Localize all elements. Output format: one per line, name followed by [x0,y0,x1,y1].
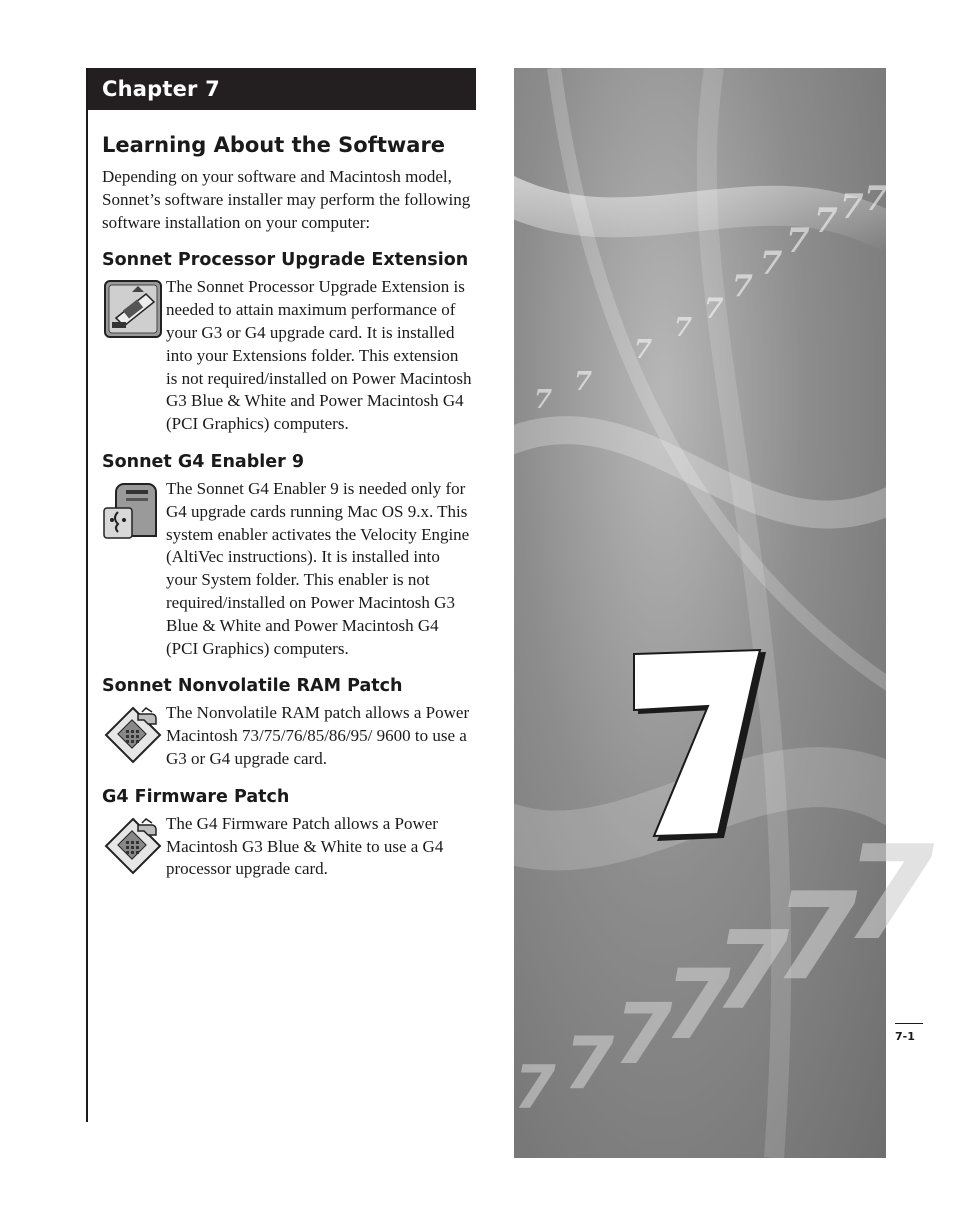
chapter-banner: Chapter 7 [88,68,476,110]
svg-text:7: 7 [564,1021,615,1105]
section-body: The Sonnet G4 Enabler 9 is needed only for G4 upgrade cards running Mac OS 9.x. This system enabler activates the Velocity Engine (AltiVec instructions). It is installed into your System folder. This enabler is not required/installed on Power Macintosh G3 Blue & White and Power Macintosh G4 (PCI Graphics) computers. [166,478,470,658]
patch-chip-icon [102,704,166,768]
section-heading-g4-enabler: Sonnet G4 Enabler 9 [102,451,305,472]
section-body: The Nonvolatile RAM patch allows a Power Macintosh 73/75/76/85/86/95/ 9600 to use a G3 or G4 upgrade card. [166,703,470,768]
svg-text:7: 7 [664,949,731,1061]
svg-text:7: 7 [714,909,790,1034]
svg-text:7: 7 [786,221,810,261]
svg-text:7: 7 [774,868,858,1007]
main-content [102,130,474,895]
svg-text:7: 7 [732,269,753,304]
page-title: Learning About the Software [102,133,446,157]
section-upgrade-extension [102,276,474,436]
section-firmware-patch [102,813,474,881]
patch-chip-icon [102,815,166,879]
svg-text:7: 7 [534,385,553,415]
section-heading-firmware-patch: G4 Firmware Patch [102,786,290,807]
svg-text:7: 7 [760,244,783,282]
section-heading-nvram-patch: Sonnet Nonvolatile RAM Patch [102,676,403,697]
svg-text:7: 7 [864,179,888,219]
svg-text:7: 7 [634,335,653,365]
section-body: The G4 Firmware Patch allows a Power Macintosh G3 Blue & White to use a G4 processor upgrade card. [166,813,444,879]
section-heading-upgrade-extension: Sonnet Processor Upgrade Extension [102,250,469,271]
section-body: The Sonnet Processor Upgrade Extension is needed to attain maximum performance of your G3 or G4 upgrade card. It is installed into your Extensions folder. This extension is not required/installed on Power Macintosh G3 Blue & White and Power Macintosh G4 (PCI Graphics) computers. [166,277,472,434]
svg-text:7: 7 [514,1053,556,1123]
svg-text:7: 7 [814,201,838,241]
left-margin-rule [86,68,88,1122]
svg-text:7: 7 [844,817,935,969]
svg-text:7: 7 [840,187,864,227]
page-number: 7-1 [895,1023,923,1043]
intro-paragraph: Depending on your software and Macintosh model, Sonnet’s software installer may perform the following software installation on your computer: [102,167,471,232]
section-nvram-patch [102,702,474,770]
svg-text:7: 7 [614,985,673,1083]
svg-text:7: 7 [574,367,593,397]
upgrade-card-icon [102,278,166,342]
svg-text:7: 7 [704,292,724,325]
svg-text:7: 7 [674,313,693,343]
section-g4-enabler [102,478,474,660]
mac-tower-icon [102,480,166,544]
